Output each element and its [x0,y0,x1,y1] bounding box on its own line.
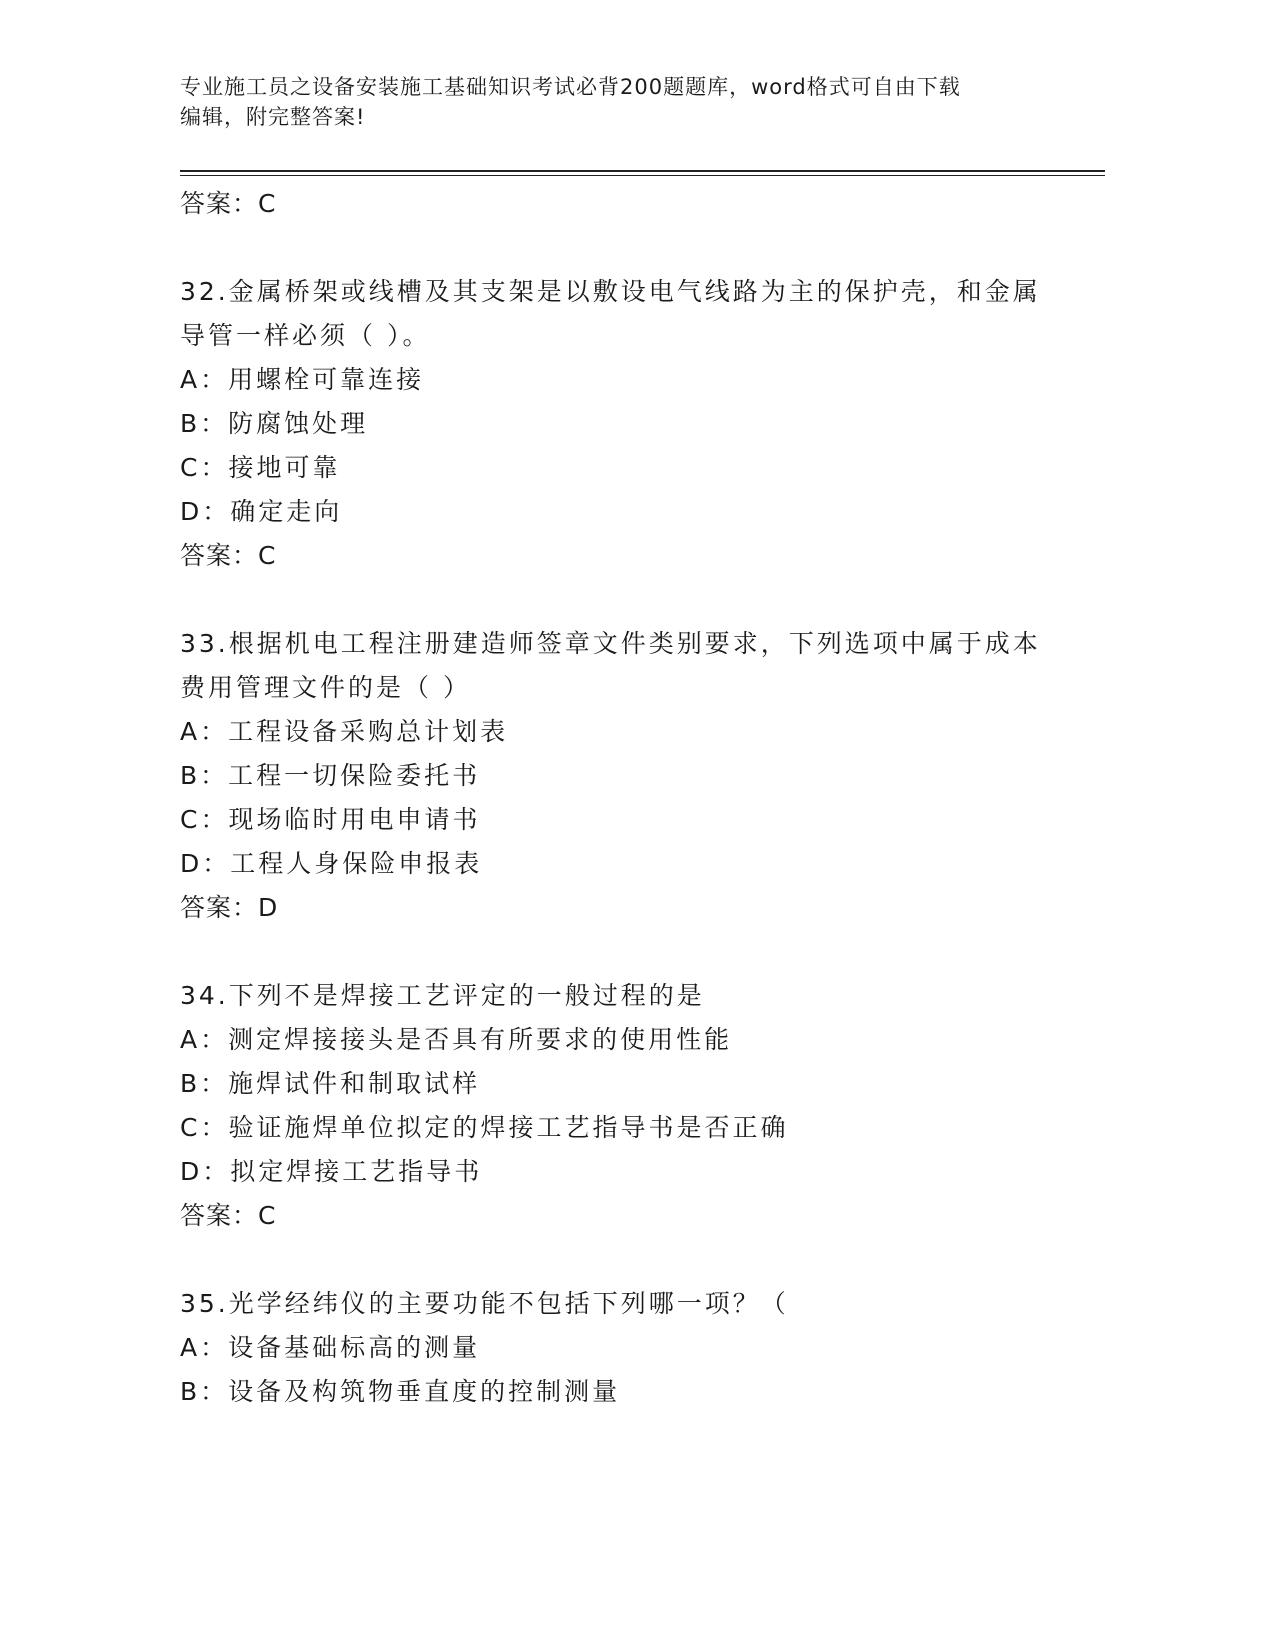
option-d: D：确定走向 [180,497,343,526]
question-33 [180,622,1105,930]
answer-line: 答案：C [180,541,277,570]
option-b: B：防腐蚀处理 [180,409,369,438]
question-35 [180,1282,1105,1414]
question-stem: 33.根据机电工程注册建造师签章文件类别要求，下列选项中属于成本 [180,629,1041,658]
question-stem: 导管一样必须（ ）。 [180,321,431,350]
question-stem: 34.下列不是焊接工艺评定的一般过程的是 [180,981,705,1010]
option-b: B：工程一切保险委托书 [180,761,481,790]
question-list [180,182,1105,1414]
option-c: C：验证施焊单位拟定的焊接工艺指导书是否正确 [180,1113,789,1142]
header-line-2: 编辑，附完整答案! [180,105,366,129]
answer-line: 答案：D [180,893,279,922]
answer-line: 答案：C [180,189,277,218]
option-a: A：工程设备采购总计划表 [180,717,509,746]
option-a: A：测定焊接接头是否具有所要求的使用性能 [180,1025,733,1054]
option-b: B：设备及构筑物垂直度的控制测量 [180,1377,621,1406]
option-c: C：接地可靠 [180,453,341,482]
question-stem: 32.金属桥架或线槽及其支架是以敷设电气线路为主的保护壳，和金属 [180,277,1041,306]
option-a: A：设备基础标高的测量 [180,1333,481,1362]
header-line-1: 专业施工员之设备安装施工基础知识考试必背200题题库，word格式可自由下载 [180,75,961,99]
option-a: A：用螺栓可靠连接 [180,365,425,394]
question-stem: 费用管理文件的是（ ） [180,673,471,702]
question-32 [180,270,1105,578]
question-stem: 35.光学经纬仪的主要功能不包括下列哪一项？（ [180,1289,789,1318]
option-d: D：拟定焊接工艺指导书 [180,1157,483,1186]
header-rule-thin [180,175,1105,176]
document-header [180,72,1060,132]
option-b: B：施焊试件和制取试样 [180,1069,481,1098]
answer-line: 答案：C [180,1201,277,1230]
header-rule-thick [180,170,1105,172]
option-c: C：现场临时用电申请书 [180,805,481,834]
option-d: D：工程人身保险申报表 [180,849,483,878]
question-34 [180,974,1105,1238]
